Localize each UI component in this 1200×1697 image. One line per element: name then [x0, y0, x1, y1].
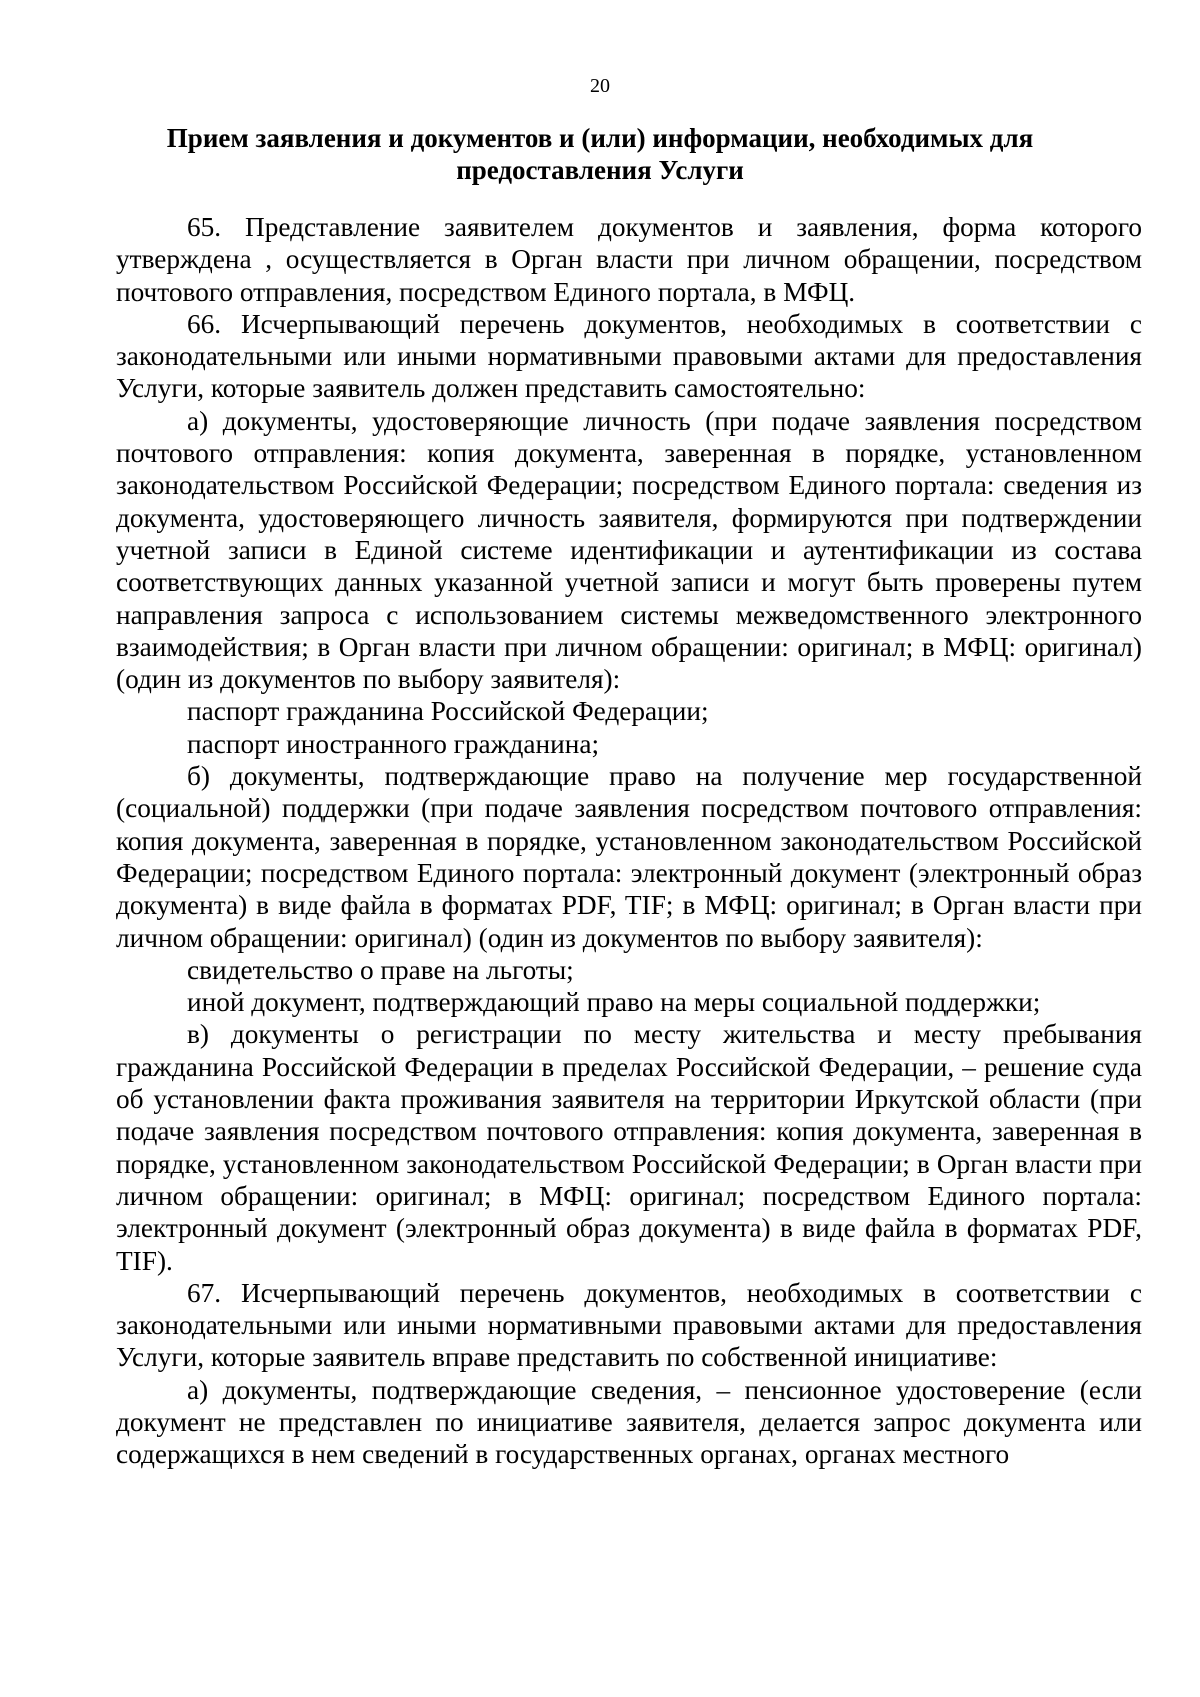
paragraph-66: 66. Исчерпывающий перечень документов, необходимых в соответствии с законодательными или иными нормативными правовыми актами для предоставления Услуги, которые заявитель должен представить самостоятельно:: [116, 308, 1142, 404]
paragraph-65: 65. Представление заявителем документов и заявления, форма которого утверждена , осуществляется в Орган власти при личном обращении, посредством почтового отправления, посредством Единого портала, в МФЦ.: [116, 212, 1142, 307]
list-item-benefit-certificate: свидетельство о праве на льготы;: [187, 954, 574, 985]
item-b-support-documents: б) документы, подтверждающие право на получение мер государственной (социальной) поддержки (при подаче заявления посредством почтового отправления: копия документа, заверенная в порядке, установленном законодательством Российской Федерации; посредством Единого портала: электронный документ (электронный образ документа) в виде файла в форматах PDF, TIF; в МФЦ: оригинал; в Орган власти при личном обращении: оригинал) (один из документов по выбору заявителя):: [116, 761, 1142, 953]
page-number: 20: [590, 75, 610, 97]
document-body: [116, 211, 1142, 1471]
paragraph-67: 67. Исчерпывающий перечень документов, необходимых в соответствии с законодательными или иными нормативными правовыми актами для предоставления Услуги, которые заявитель вправе представить по собственной инициативе:: [116, 1277, 1142, 1373]
section-heading: Прием заявления и документов и (или) информации, необходимых для предоставления Услуги: [166, 123, 1034, 185]
item-c-registration-documents: в) документы о регистрации по месту жительства и месту пребывания гражданина Российской Федерации в пределах Российской Федерации, – решение суда об установлении факта проживания заявителя на территории Иркутской области (при подаче заявления посредством почтового отправления: копия документа, заверенная в порядке, установленном законодательством Российской Федерации; в Орган власти при личном обращении: оригинал; в МФЦ: оригинал; посредством Единого портала: электронный документ (электронный образ документа) в виде файла в форматах PDF, TIF).: [116, 1019, 1142, 1276]
list-item-passport-rf: паспорт гражданина Российской Федерации;: [187, 696, 709, 727]
list-item-other-document: иной документ, подтверждающий право на меры социальной поддержки;: [187, 987, 1041, 1018]
list-item-passport-foreign: паспорт иностранного гражданина;: [187, 728, 600, 759]
item-a-identity-documents: а) документы, удостоверяющие личность (при подаче заявления посредством почтового отправления: копия документа, заверенная в порядке, установленном законодательством Российской Федерации; посредством Единого портала: сведения из документа, удостоверяющего личность заявителя, формируются при подтверждении учетной записи в Единой системе идентификации и аутентификации из состава соответствующих данных указанной учетной записи и могут быть проверены путем направления запроса с использованием системы межведомственного электронного взаимодействия; в Орган власти при личном обращении: оригинал; в МФЦ: оригинал) (один из документов по выбору заявителя):: [116, 405, 1142, 695]
item-a-pension-certificate: а) документы, подтверждающие сведения, – пенсионное удостоверение (если документ не представлен по инициативе заявителя, делается запрос документа или содержащихся в нем сведений в государственных органах, органах местного: [116, 1374, 1142, 1470]
